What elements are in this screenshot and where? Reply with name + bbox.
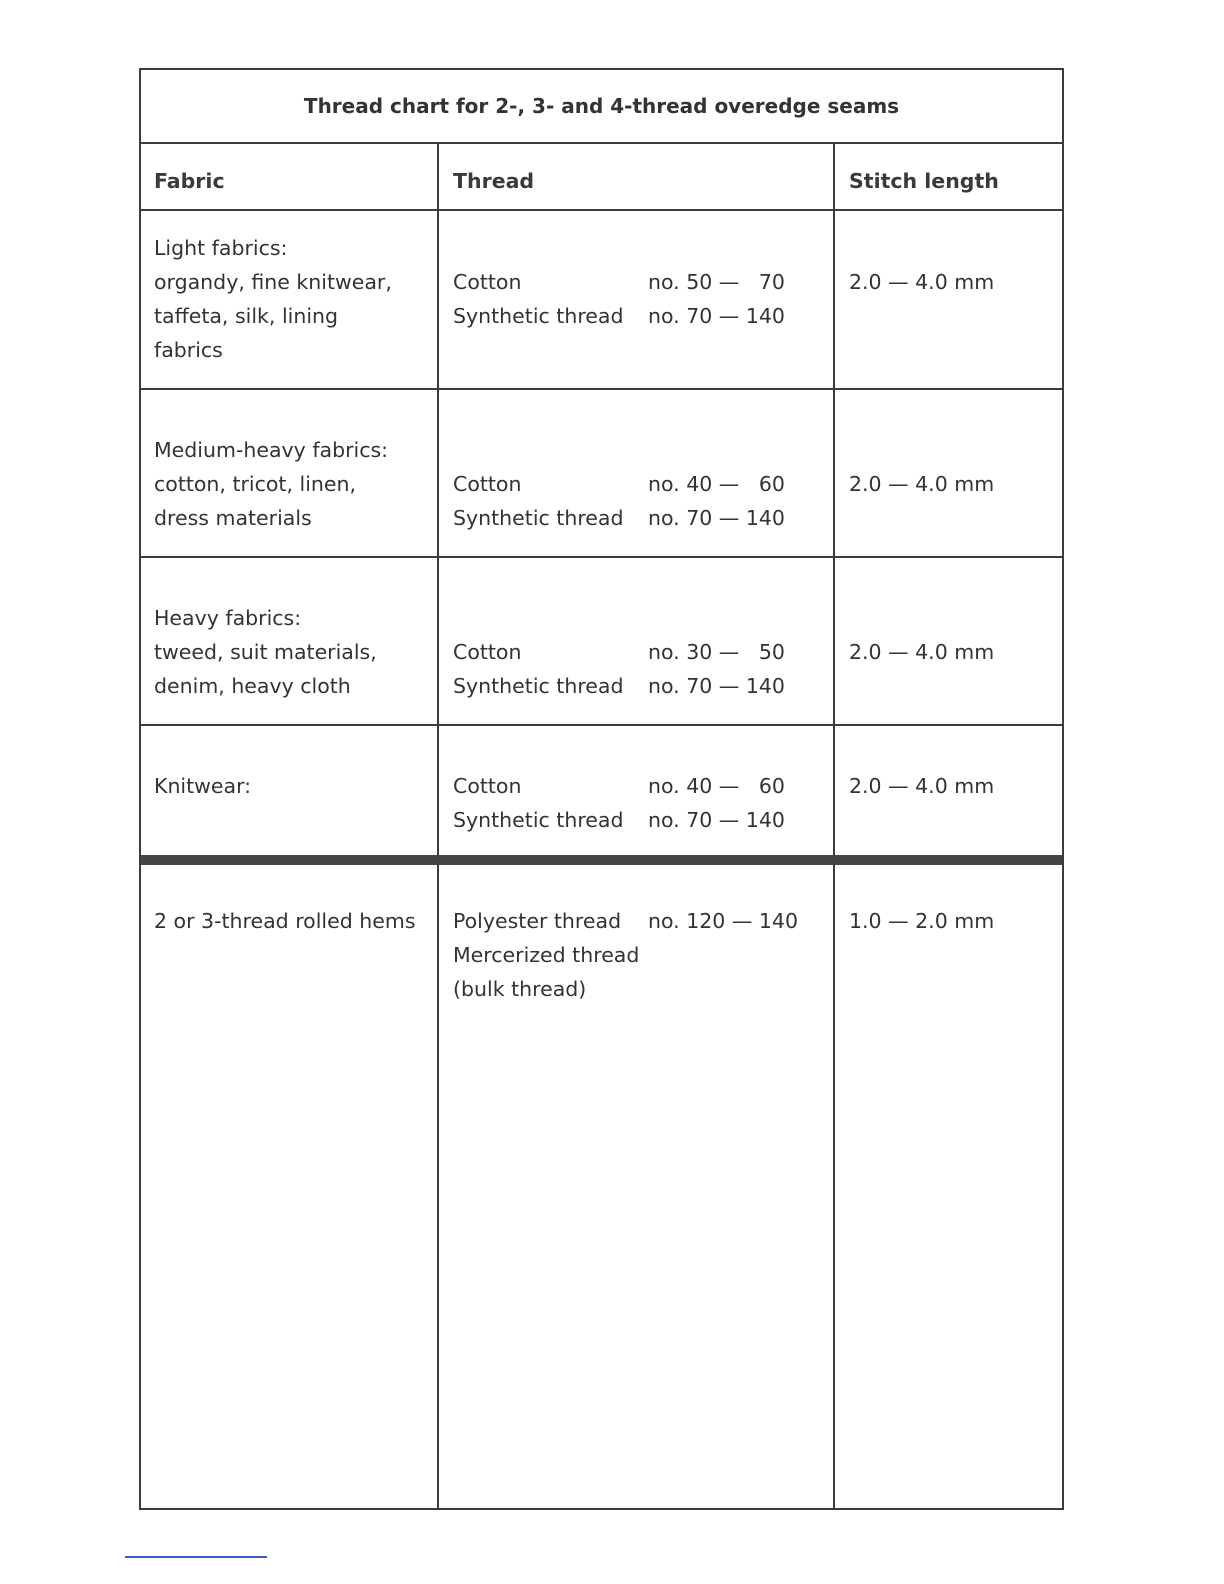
fabric-line: cotton, tricot, linen, [154,472,357,496]
fabric-line: taffeta, silk, lining [154,304,339,328]
fabric-line: 2 or 3-thread rolled hems [154,909,416,933]
thread-number: no. 30 — 50 [648,640,785,664]
thread-type: Cotton [453,640,522,664]
thread-number: no. 120 — 140 [648,909,798,933]
thread-number: no. 70 — 140 [648,304,785,328]
row-divider [141,724,1062,726]
thread-number: no. 70 — 140 [648,808,785,832]
fabric-line: dress materials [154,506,312,530]
thread-type: Synthetic thread [453,674,624,698]
thread-number: no. 50 — 70 [648,270,785,294]
fabric-line: organdy, fine knitwear, [154,270,392,294]
thread-type: Cotton [453,270,522,294]
thread-type: Synthetic thread [453,304,624,328]
column-divider [833,144,835,1508]
thread-type: Synthetic thread [453,808,624,832]
thread-number: no. 40 — 60 [648,774,785,798]
fabric-line: denim, heavy cloth [154,674,351,698]
column-divider [437,144,439,1508]
section-divider [141,855,1062,865]
stitch-length-value: 2.0 — 4.0 mm [849,270,995,294]
fabric-line: tweed, suit materials, [154,640,377,664]
row-divider [141,556,1062,558]
header-thread: Thread [453,169,535,193]
thread-type: Mercerized thread [453,943,640,967]
thread-type: Cotton [453,774,522,798]
header-stitch-length: Stitch length [849,169,999,193]
table-title: Thread chart for 2-, 3- and 4-thread overedge seams [141,70,1062,144]
thread-chart-table [139,68,1064,1510]
thread-type: (bulk thread) [453,977,587,1001]
fabric-line: fabrics [154,338,223,362]
stitch-length-value: 2.0 — 4.0 mm [849,774,995,798]
fabric-line: Knitwear: [154,774,252,798]
page-link-underline [125,1556,267,1558]
header-fabric: Fabric [154,169,225,193]
row-divider [141,209,1062,211]
thread-type: Polyester thread [453,909,622,933]
fabric-line: Heavy fabrics: [154,606,302,630]
stitch-length-value: 1.0 — 2.0 mm [849,909,995,933]
thread-number: no. 40 — 60 [648,472,785,496]
thread-number: no. 70 — 140 [648,674,785,698]
thread-number: no. 70 — 140 [648,506,785,530]
thread-type: Synthetic thread [453,506,624,530]
stitch-length-value: 2.0 — 4.0 mm [849,472,995,496]
fabric-line: Light fabrics: [154,236,288,260]
stitch-length-value: 2.0 — 4.0 mm [849,640,995,664]
thread-type: Cotton [453,472,522,496]
fabric-line: Medium-heavy fabrics: [154,438,389,462]
row-divider [141,388,1062,390]
